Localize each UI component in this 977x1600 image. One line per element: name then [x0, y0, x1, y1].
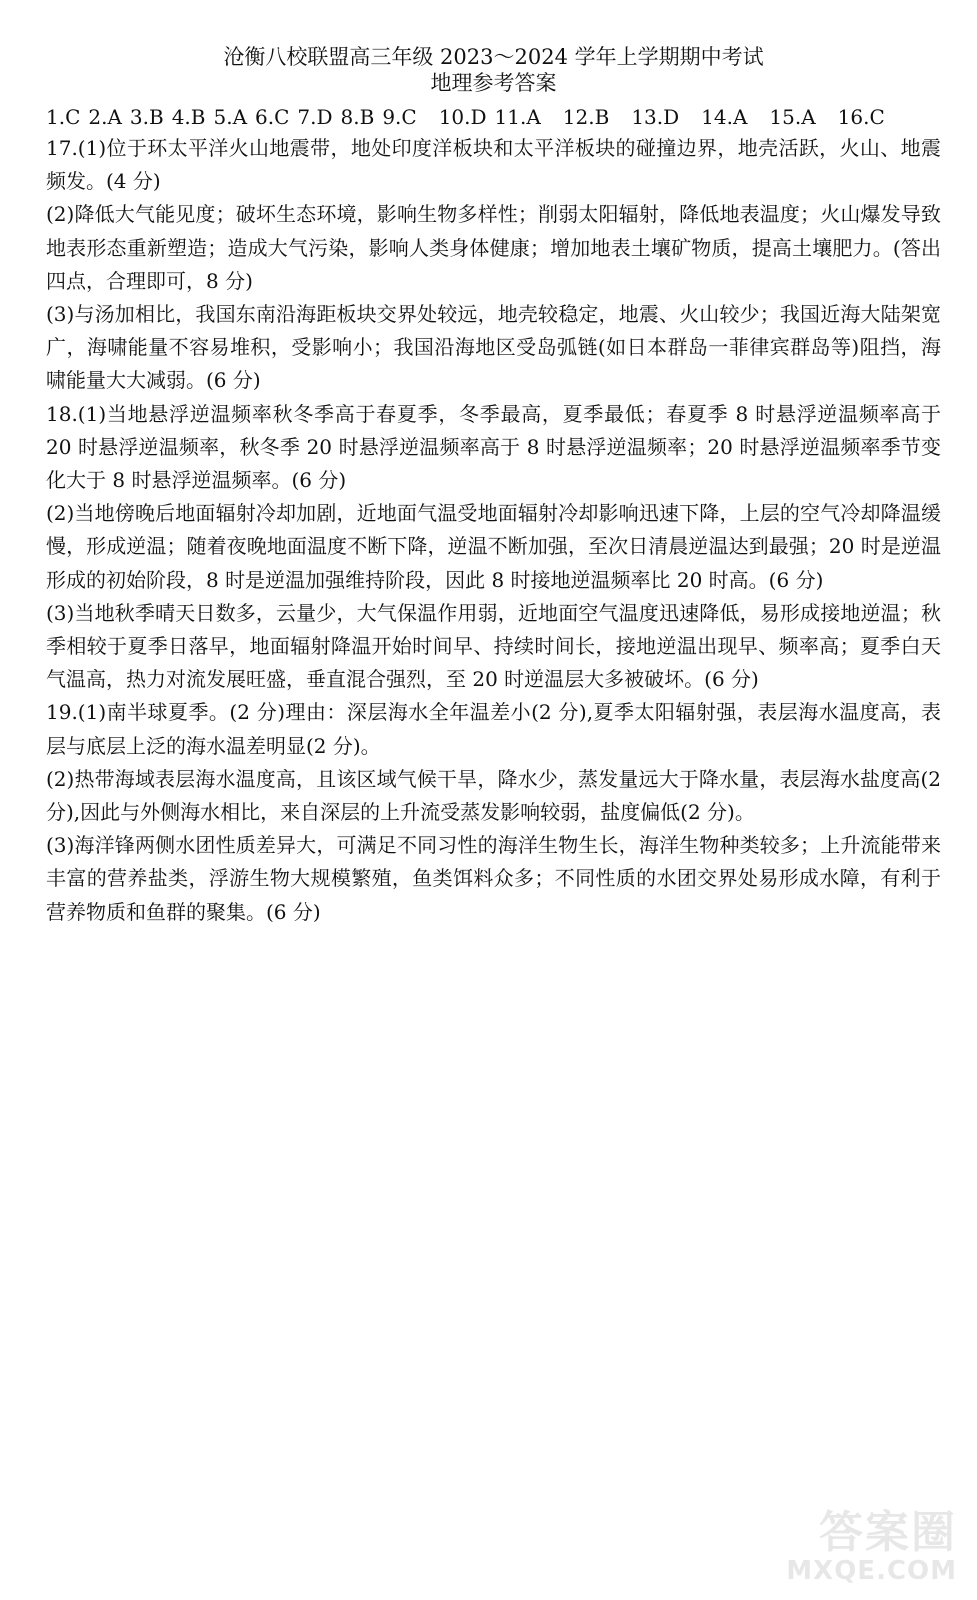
- answer-sheet: [46, 44, 941, 929]
- mc-answer: 11.A: [494, 105, 541, 129]
- mc-answer: 15.A: [769, 105, 816, 129]
- mc-answer: 10.D: [438, 105, 487, 129]
- watermark-logo: 答案圈: [819, 1507, 957, 1558]
- answer-18-2: (2)当地傍晚后地面辐射冷却加剧，近地面气温受地面辐射冷却影响迅速下降，上层的空气冷却降温缓慢，形成逆温；随着夜晚地面温度不断下降，逆温不断加强，至次日清晨逆温达到最强；20 时是逆温形成的初始阶段，8 时是逆温加强维持阶段，因此 8 时接地逆温频率比 20 时高。(6 分): [46, 501, 941, 592]
- answer-18-1: 18.(1)当地悬浮逆温频率秋冬季高于春夏季，冬季最高，夏季最低；春夏季 8 时悬浮逆温频率高于 20 时悬浮逆温频率，秋冬季 20 时悬浮逆温频率高于 8 时悬浮逆温频率；20 时悬浮逆温频率季节变化大于 8 时悬浮逆温频率。(6 分): [46, 401, 941, 493]
- page-title: 沧衡八校联盟高三年级 2023～2024 学年上学期期中考试: [223, 45, 764, 69]
- answer-17-1: 17.(1)位于环太平洋火山地震带，地处印度洋板块和太平洋板块的碰撞边界，地壳活跃，火山、地震频发。(4 分): [46, 136, 941, 194]
- mc-answer: 6.C: [255, 105, 290, 129]
- watermark: [757, 1496, 957, 1586]
- mc-answer: 3.B: [129, 105, 164, 129]
- mc-answer: 12.B: [562, 105, 610, 129]
- mc-answer: 7.D: [297, 105, 333, 129]
- mc-answer: 14.A: [701, 105, 748, 129]
- mc-answer: 4.B: [171, 105, 206, 129]
- answer-19-1: 19.(1)南半球夏季。(2 分)理由：深层海水全年温差小(2 分),夏季太阳辐射强，表层海水温度高，表层与底层上泛的海水温差明显(2 分)。: [46, 700, 941, 758]
- mc-answer: 13.D: [631, 105, 680, 129]
- answer-17-3: (3)与汤加相比，我国东南沿海距板块交界处较远，地壳较稳定，地震、火山较少；我国近海大陆架宽广，海啸能量不容易堆积，受影响小；我国沿海地区受岛弧链(如日本群岛一菲律宾群岛等)阻挡，海啸能量大大减弱。(6 分): [46, 302, 941, 393]
- mc-answer: 9.C: [382, 105, 417, 129]
- watermark-url: MXQE.COM: [786, 1556, 957, 1586]
- answer-18-3: (3)当地秋季晴天日数多，云量少，大气保温作用弱，近地面空气温度迅速降低，易形成接地逆温；秋季相较于夏季日落早，地面辐射降温开始时间早、持续时间长，接地逆温出现早、频率高；夏季白天气温高，热力对流发展旺盛，垂直混合强烈，至 20 时逆温层大多被破坏。(6 分): [46, 600, 941, 692]
- mc-answer: 5.A: [213, 105, 248, 129]
- mc-answer: 1.C: [46, 105, 81, 129]
- answer-19-3: (3)海洋锋两侧水团性质差异大，可满足不同习性的海洋生物生长，海洋生物种类较多；上升流能带来丰富的营养盐类，浮游生物大规模繁殖，鱼类饵料众多；不同性质的水团交界处易形成水障，有利于营养物质和鱼群的聚集。(6 分): [46, 833, 941, 924]
- answer-19-2: (2)热带海域表层海水温度高，且该区域气候干旱，降水少，蒸发量远大于降水量，表层海水盐度高(2 分),因此与外侧海水相比，来自深层的上升流受蒸发影响较弱，盐度偏低(2 分)。: [46, 766, 941, 825]
- mc-answer: 16.C: [837, 105, 885, 129]
- mc-answer: 2.A: [88, 105, 122, 129]
- page-subtitle: 地理参考答案: [430, 71, 557, 95]
- mc-answer: 8.B: [340, 105, 375, 129]
- multiple-choice-answers: [46, 102, 941, 132]
- answer-17-2: (2)降低大气能见度；破坏生态环境，影响生物多样性；削弱太阳辐射，降低地表温度；火山爆发导致地表形态重新塑造；造成大气污染，影响人类身体健康；增加地表土壤矿物质，提高土壤肥力。(答出四点，合理即可，8 分): [46, 202, 941, 293]
